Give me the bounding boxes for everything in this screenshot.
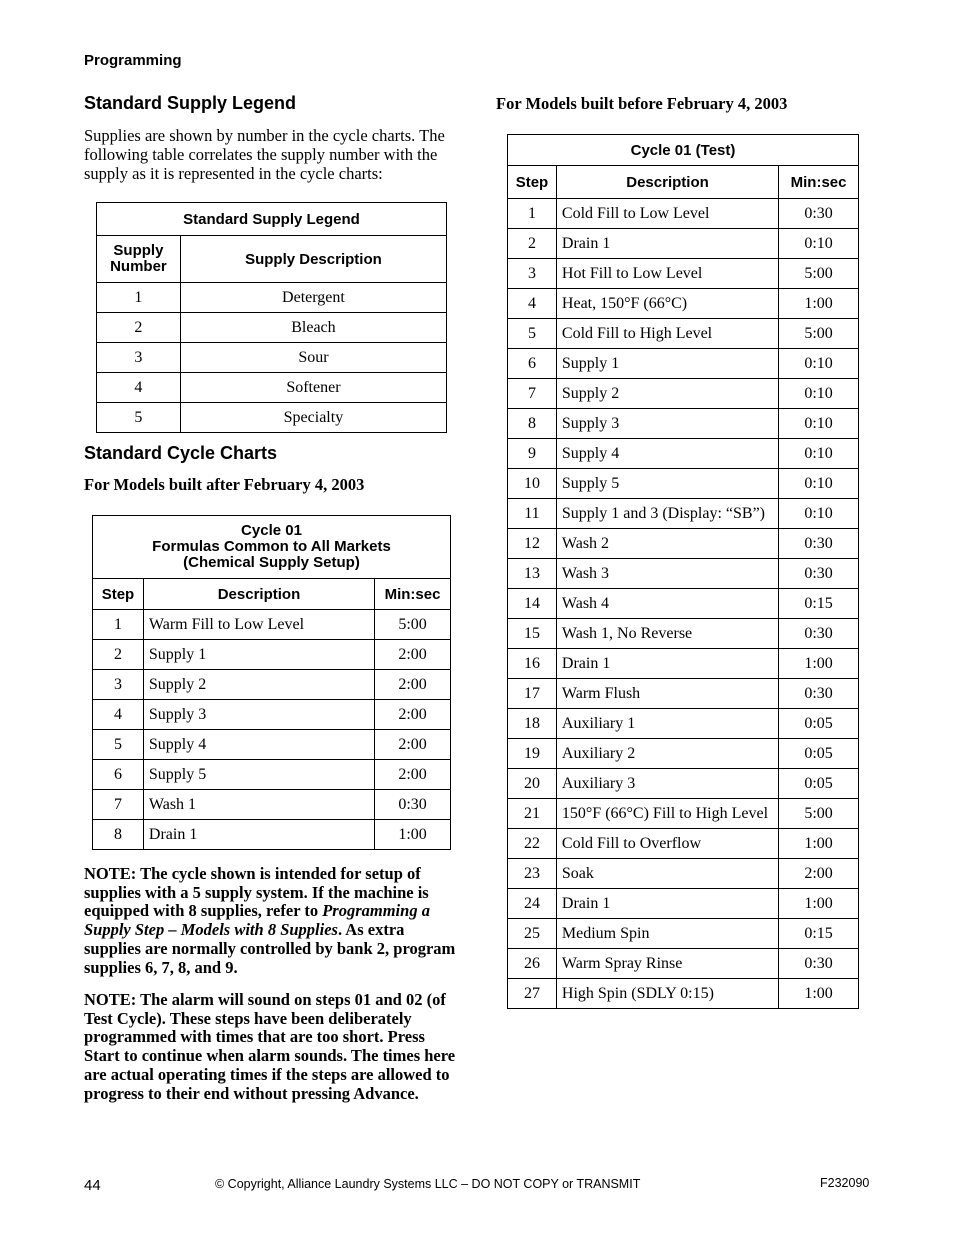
table-row <box>508 439 859 469</box>
supply-number-cell: 5 <box>97 403 181 433</box>
table-row <box>508 259 859 289</box>
time-cell: 0:30 <box>375 790 451 820</box>
description-cell: Warm Spray Rinse <box>556 949 778 979</box>
time-cell: 0:30 <box>779 679 859 709</box>
cycle01-after-title-line2: Formulas Common to All Markets <box>152 538 391 555</box>
time-cell: 2:00 <box>375 760 451 790</box>
time-cell: 5:00 <box>375 610 451 640</box>
supply-legend-intro: Supplies are shown by number in the cycle charts. The following table correlates the supply number with the supply as it is represented in the cycle charts: <box>84 126 445 183</box>
time-cell: 2:00 <box>375 730 451 760</box>
time-cell: 0:30 <box>779 199 859 229</box>
col-supply-number-line2: Number <box>110 258 167 275</box>
table-row <box>508 319 859 349</box>
col-description: Description <box>143 579 374 610</box>
cycle-charts-heading: Standard Cycle Charts <box>84 443 278 463</box>
table-row <box>93 610 451 640</box>
note-supply-setup-reference: Programming a Supply Step – Models with 8 Supplies <box>84 901 430 940</box>
time-cell: 0:15 <box>779 589 859 619</box>
description-cell: Medium Spin <box>556 919 778 949</box>
time-cell: 1:00 <box>779 829 859 859</box>
table-row <box>508 349 859 379</box>
time-cell: 0:05 <box>779 769 859 799</box>
step-cell: 23 <box>508 859 557 889</box>
step-cell: 7 <box>93 790 144 820</box>
copyright-notice: © Copyright, Alliance Laundry Systems LLC – DO NOT COPY or TRANSMIT <box>215 1177 641 1191</box>
step-cell: 17 <box>508 679 557 709</box>
step-cell: 16 <box>508 649 557 679</box>
table-row <box>97 283 447 313</box>
description-cell: Supply 4 <box>143 730 374 760</box>
table-row <box>508 229 859 259</box>
description-cell: Wash 1 <box>143 790 374 820</box>
step-cell: 18 <box>508 709 557 739</box>
note-alarm: NOTE: The alarm will sound on steps 01 and 02 (of Test Cycle). These steps have been deliberately programmed with times that are too short. Press Start to continue when alarm sounds. The times here are actual operating times if the steps are allowed to progress to their end without pressing Advance. <box>84 990 456 1103</box>
description-cell: Hot Fill to Low Level <box>556 259 778 289</box>
note-supply-setup-text-a: NOTE: The cycle shown is intended for setup of supplies with a 5 supply system. If the machine is equipped with 8 supplies, refer to <box>84 864 429 921</box>
supply-description-cell: Detergent <box>180 283 446 313</box>
time-cell: 0:10 <box>779 409 859 439</box>
table-row <box>508 739 859 769</box>
description-cell: Drain 1 <box>556 889 778 919</box>
table-row <box>508 829 859 859</box>
description-cell: Supply 1 and 3 (Display: “SB”) <box>556 499 778 529</box>
time-cell: 0:10 <box>779 469 859 499</box>
time-cell: 1:00 <box>779 979 859 1009</box>
table-row <box>93 820 451 850</box>
time-cell: 0:10 <box>779 439 859 469</box>
description-cell: Soak <box>556 859 778 889</box>
supply-description-cell: Sour <box>180 343 446 373</box>
step-cell: 5 <box>508 319 557 349</box>
time-cell: 5:00 <box>779 319 859 349</box>
step-cell: 13 <box>508 559 557 589</box>
description-cell: Wash 3 <box>556 559 778 589</box>
time-cell: 2:00 <box>375 700 451 730</box>
step-cell: 1 <box>508 199 557 229</box>
description-cell: Supply 4 <box>556 439 778 469</box>
description-cell: Auxiliary 2 <box>556 739 778 769</box>
cycle01-after-title <box>93 516 451 579</box>
step-cell: 6 <box>508 349 557 379</box>
step-cell: 5 <box>93 730 144 760</box>
after-date-label: For Models built after February 4, 2003 <box>84 475 365 494</box>
description-cell: Cold Fill to Overflow <box>556 829 778 859</box>
step-cell: 15 <box>508 619 557 649</box>
table-row <box>508 409 859 439</box>
time-cell: 0:10 <box>779 499 859 529</box>
step-cell: 20 <box>508 769 557 799</box>
table-row <box>508 769 859 799</box>
step-cell: 8 <box>93 820 144 850</box>
table-row <box>508 199 859 229</box>
table-row <box>97 343 447 373</box>
section-label: Programming <box>84 52 182 69</box>
description-cell: Cold Fill to Low Level <box>556 199 778 229</box>
table-row <box>93 670 451 700</box>
step-cell: 6 <box>93 760 144 790</box>
time-cell: 5:00 <box>779 799 859 829</box>
description-cell: High Spin (SDLY 0:15) <box>556 979 778 1009</box>
supply-description-cell: Bleach <box>180 313 446 343</box>
step-cell: 10 <box>508 469 557 499</box>
page-number: 44 <box>84 1177 101 1194</box>
col-supply-number-line1: Supply <box>113 242 164 259</box>
table-row <box>508 859 859 889</box>
table-row <box>508 589 859 619</box>
description-cell: Cold Fill to High Level <box>556 319 778 349</box>
table-row <box>93 640 451 670</box>
table-row <box>97 313 447 343</box>
time-cell: 0:30 <box>779 619 859 649</box>
time-cell: 0:10 <box>779 229 859 259</box>
table-row <box>93 760 451 790</box>
description-cell: Supply 5 <box>556 469 778 499</box>
time-cell: 0:10 <box>779 349 859 379</box>
table-row <box>97 403 447 433</box>
col-step: Step <box>508 166 557 199</box>
step-cell: 27 <box>508 979 557 1009</box>
note-supply-setup-text-b: . As extra supplies are normally controlled by bank 2, program supplies 6, 7, 8, and 9. <box>84 920 456 977</box>
table-row <box>97 373 447 403</box>
supply-number-cell: 2 <box>97 313 181 343</box>
supply-legend-table <box>96 202 447 433</box>
supply-legend-table-title: Standard Supply Legend <box>97 203 447 236</box>
col-step: Step <box>93 579 144 610</box>
table-row <box>508 469 859 499</box>
table-row <box>93 730 451 760</box>
description-cell: Auxiliary 3 <box>556 769 778 799</box>
table-row <box>508 649 859 679</box>
step-cell: 4 <box>508 289 557 319</box>
cycle01-after-title-line3: (Chemical Supply Setup) <box>183 554 360 571</box>
description-cell: Supply 3 <box>143 700 374 730</box>
step-cell: 14 <box>508 589 557 619</box>
description-cell: Drain 1 <box>143 820 374 850</box>
step-cell: 19 <box>508 739 557 769</box>
description-cell: Drain 1 <box>556 229 778 259</box>
description-cell: Supply 2 <box>556 379 778 409</box>
supply-description-cell: Specialty <box>180 403 446 433</box>
step-cell: 2 <box>93 640 144 670</box>
table-row <box>508 919 859 949</box>
table-row <box>508 529 859 559</box>
step-cell: 11 <box>508 499 557 529</box>
cycle01-after-title-line1: Cycle 01 <box>241 522 302 539</box>
table-row <box>508 619 859 649</box>
cycle01-test-title: Cycle 01 (Test) <box>508 135 859 166</box>
time-cell: 1:00 <box>375 820 451 850</box>
table-row <box>508 559 859 589</box>
time-cell: 2:00 <box>779 859 859 889</box>
table-row <box>93 790 451 820</box>
supply-number-cell: 3 <box>97 343 181 373</box>
step-cell: 1 <box>93 610 144 640</box>
step-cell: 12 <box>508 529 557 559</box>
table-row <box>508 679 859 709</box>
description-cell: Auxiliary 1 <box>556 709 778 739</box>
step-cell: 25 <box>508 919 557 949</box>
step-cell: 3 <box>508 259 557 289</box>
before-date-label: For Models built before February 4, 2003 <box>496 94 788 113</box>
description-cell: Drain 1 <box>556 649 778 679</box>
step-cell: 8 <box>508 409 557 439</box>
supply-number-cell: 1 <box>97 283 181 313</box>
description-cell: Supply 2 <box>143 670 374 700</box>
table-row <box>93 700 451 730</box>
description-cell: 150°F (66°C) Fill to High Level <box>556 799 778 829</box>
time-cell: 0:05 <box>779 709 859 739</box>
description-cell: Supply 1 <box>556 349 778 379</box>
table-row <box>508 979 859 1009</box>
description-cell: Wash 1, No Reverse <box>556 619 778 649</box>
description-cell: Wash 4 <box>556 589 778 619</box>
description-cell: Heat, 150°F (66°C) <box>556 289 778 319</box>
supply-legend-heading: Standard Supply Legend <box>84 93 297 113</box>
cycle01-test-table <box>507 134 859 1009</box>
table-row <box>508 889 859 919</box>
description-cell: Supply 1 <box>143 640 374 670</box>
time-cell: 0:30 <box>779 529 859 559</box>
table-row <box>508 949 859 979</box>
table-row <box>508 799 859 829</box>
time-cell: 0:30 <box>779 949 859 979</box>
time-cell: 1:00 <box>779 649 859 679</box>
time-cell: 0:05 <box>779 739 859 769</box>
time-cell: 1:00 <box>779 889 859 919</box>
description-cell: Warm Fill to Low Level <box>143 610 374 640</box>
description-cell: Wash 2 <box>556 529 778 559</box>
step-cell: 4 <box>93 700 144 730</box>
time-cell: 2:00 <box>375 640 451 670</box>
col-description: Description <box>556 166 778 199</box>
table-row <box>508 379 859 409</box>
step-cell: 7 <box>508 379 557 409</box>
description-cell: Supply 5 <box>143 760 374 790</box>
step-cell: 21 <box>508 799 557 829</box>
supply-number-cell: 4 <box>97 373 181 403</box>
step-cell: 24 <box>508 889 557 919</box>
col-supply-number <box>97 236 181 283</box>
step-cell: 2 <box>508 229 557 259</box>
step-cell: 9 <box>508 439 557 469</box>
time-cell: 0:30 <box>779 559 859 589</box>
col-supply-description: Supply Description <box>180 236 446 283</box>
time-cell: 5:00 <box>779 259 859 289</box>
time-cell: 0:10 <box>779 379 859 409</box>
note-supply-setup <box>84 865 459 977</box>
document-id: F232090 <box>820 1176 870 1190</box>
table-row <box>508 709 859 739</box>
time-cell: 0:15 <box>779 919 859 949</box>
col-min-sec: Min:sec <box>779 166 859 199</box>
step-cell: 22 <box>508 829 557 859</box>
table-row <box>508 289 859 319</box>
time-cell: 2:00 <box>375 670 451 700</box>
cycle01-after-table <box>92 515 451 850</box>
col-min-sec: Min:sec <box>375 579 451 610</box>
step-cell: 3 <box>93 670 144 700</box>
description-cell: Warm Flush <box>556 679 778 709</box>
table-row <box>508 499 859 529</box>
step-cell: 26 <box>508 949 557 979</box>
supply-description-cell: Softener <box>180 373 446 403</box>
time-cell: 1:00 <box>779 289 859 319</box>
description-cell: Supply 3 <box>556 409 778 439</box>
